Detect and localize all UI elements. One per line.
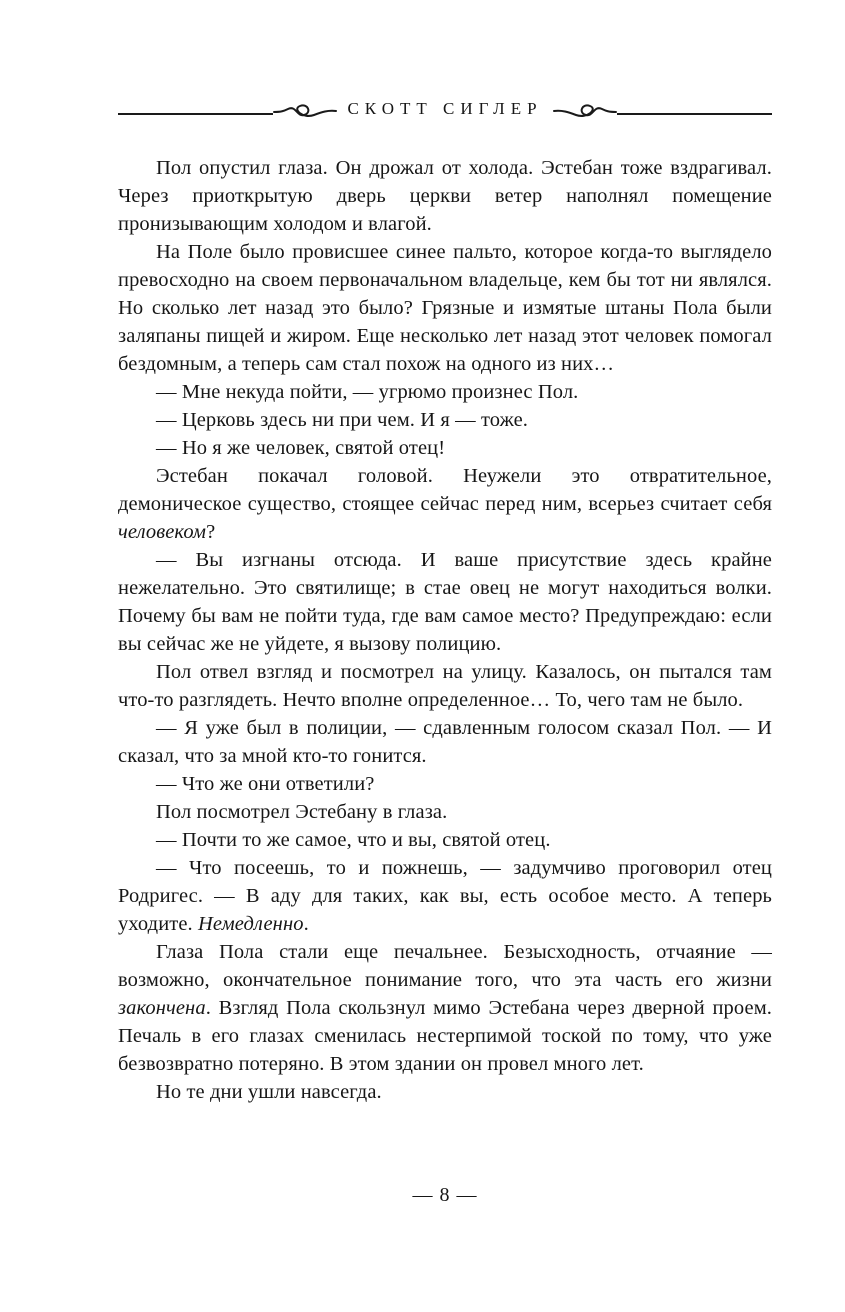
text-segment: Эстебан покачал головой. Неужели это отвратительное, демоническое существо, стоящее сейчас перед ним, всерьез считает себя (118, 465, 772, 515)
running-head-title: СКОТТ СИГЛЕР (347, 99, 543, 118)
header-rule-right (617, 113, 772, 115)
paragraph (118, 798, 772, 826)
text-segment: Но те дни ушли навсегда. (156, 1081, 382, 1103)
paragraph (118, 1078, 772, 1106)
text-segment: — Что же они ответили? (156, 773, 375, 795)
emphasis-text: Немедленно (198, 913, 304, 935)
flourish-icon-right (553, 99, 617, 123)
paragraph (118, 658, 772, 714)
text-segment: — Вы изгнаны отсюда. И ваше присутствие здесь крайне нежелательно. Это святилище; в стае овец не могут находиться волки. Почему бы вам не пойти туда, где вам самое место? Предупреждаю: если вы сейчас же не уйдете, я вызову полицию. (118, 549, 772, 655)
emphasis-text: закончена (118, 997, 206, 1019)
text-segment: . Взгляд Пола скользнул мимо Эстебана через дверной проем. Печаль в его глазах сменилась нестерпимой тоской по тому, что уже безвозвратно потеряно. В этом здании он провел много лет. (118, 997, 772, 1075)
text-segment: Пол опустил глаза. Он дрожал от холода. Эстебан тоже вздрагивал. Через приоткрытую дверь церкви ветер наполнял помещение пронизывающим холодом и влагой. (118, 157, 772, 235)
paragraph (118, 154, 772, 238)
running-head (118, 94, 772, 128)
text-segment: — Мне некуда пойти, — угрюмо произнес Пол. (156, 381, 579, 403)
paragraph (118, 462, 772, 546)
text-segment: Глаза Пола стали еще печальнее. Безысходность, отчаяние — возможно, окончательное понимание того, что эта часть его жизни (118, 941, 772, 991)
paragraph (118, 714, 772, 770)
paragraph (118, 938, 772, 1078)
emphasis-text: человеком (118, 521, 207, 543)
text-segment: Пол отвел взгляд и посмотрел на улицу. Казалось, он пытался там что-то разглядеть. Нечто вполне определенное… То, чего там не было. (118, 661, 772, 711)
text-segment: — Церковь здесь ни при чем. И я — тоже. (156, 409, 529, 431)
text-segment: — Что посеешь, то и пожнешь, — задумчиво проговорил отец Родригес. — В аду для таких, как вы, есть особое место. А теперь уходите. (118, 857, 772, 935)
text-segment: . (303, 913, 309, 935)
text-segment: Пол посмотрел Эстебану в глаза. (156, 801, 448, 823)
page-number: — 8 — (412, 1184, 478, 1206)
paragraph (118, 238, 772, 378)
paragraph (118, 854, 772, 938)
paragraph (118, 770, 772, 798)
body-text (118, 154, 772, 1106)
paragraph (118, 546, 772, 658)
text-segment: ? (206, 521, 216, 543)
text-segment: — Я уже был в полиции, — сдавленным голосом сказал Пол. — И сказал, что за мной кто-то гонится. (118, 717, 772, 767)
text-segment: На Поле было провисшее синее пальто, которое когда-то выглядело превосходно на своем первоначальном владельце, кем бы тот ни являлся. Но сколько лет назад это было? Грязные и измятые штаны Пола были заляпаны пищей и жиром. Еще несколько лет назад этот человек помогал бездомным, а теперь сам стал похож на одного из них… (118, 241, 772, 375)
flourish-icon-left (273, 99, 337, 123)
text-segment: — Почти то же самое, что и вы, святой отец. (156, 829, 551, 851)
paragraph (118, 826, 772, 854)
page-content (118, 94, 772, 1106)
text-segment: — Но я же человек, святой отец! (156, 437, 446, 459)
header-rule-left (118, 113, 273, 115)
paragraph (118, 434, 772, 462)
paragraph (118, 406, 772, 434)
paragraph (118, 378, 772, 406)
